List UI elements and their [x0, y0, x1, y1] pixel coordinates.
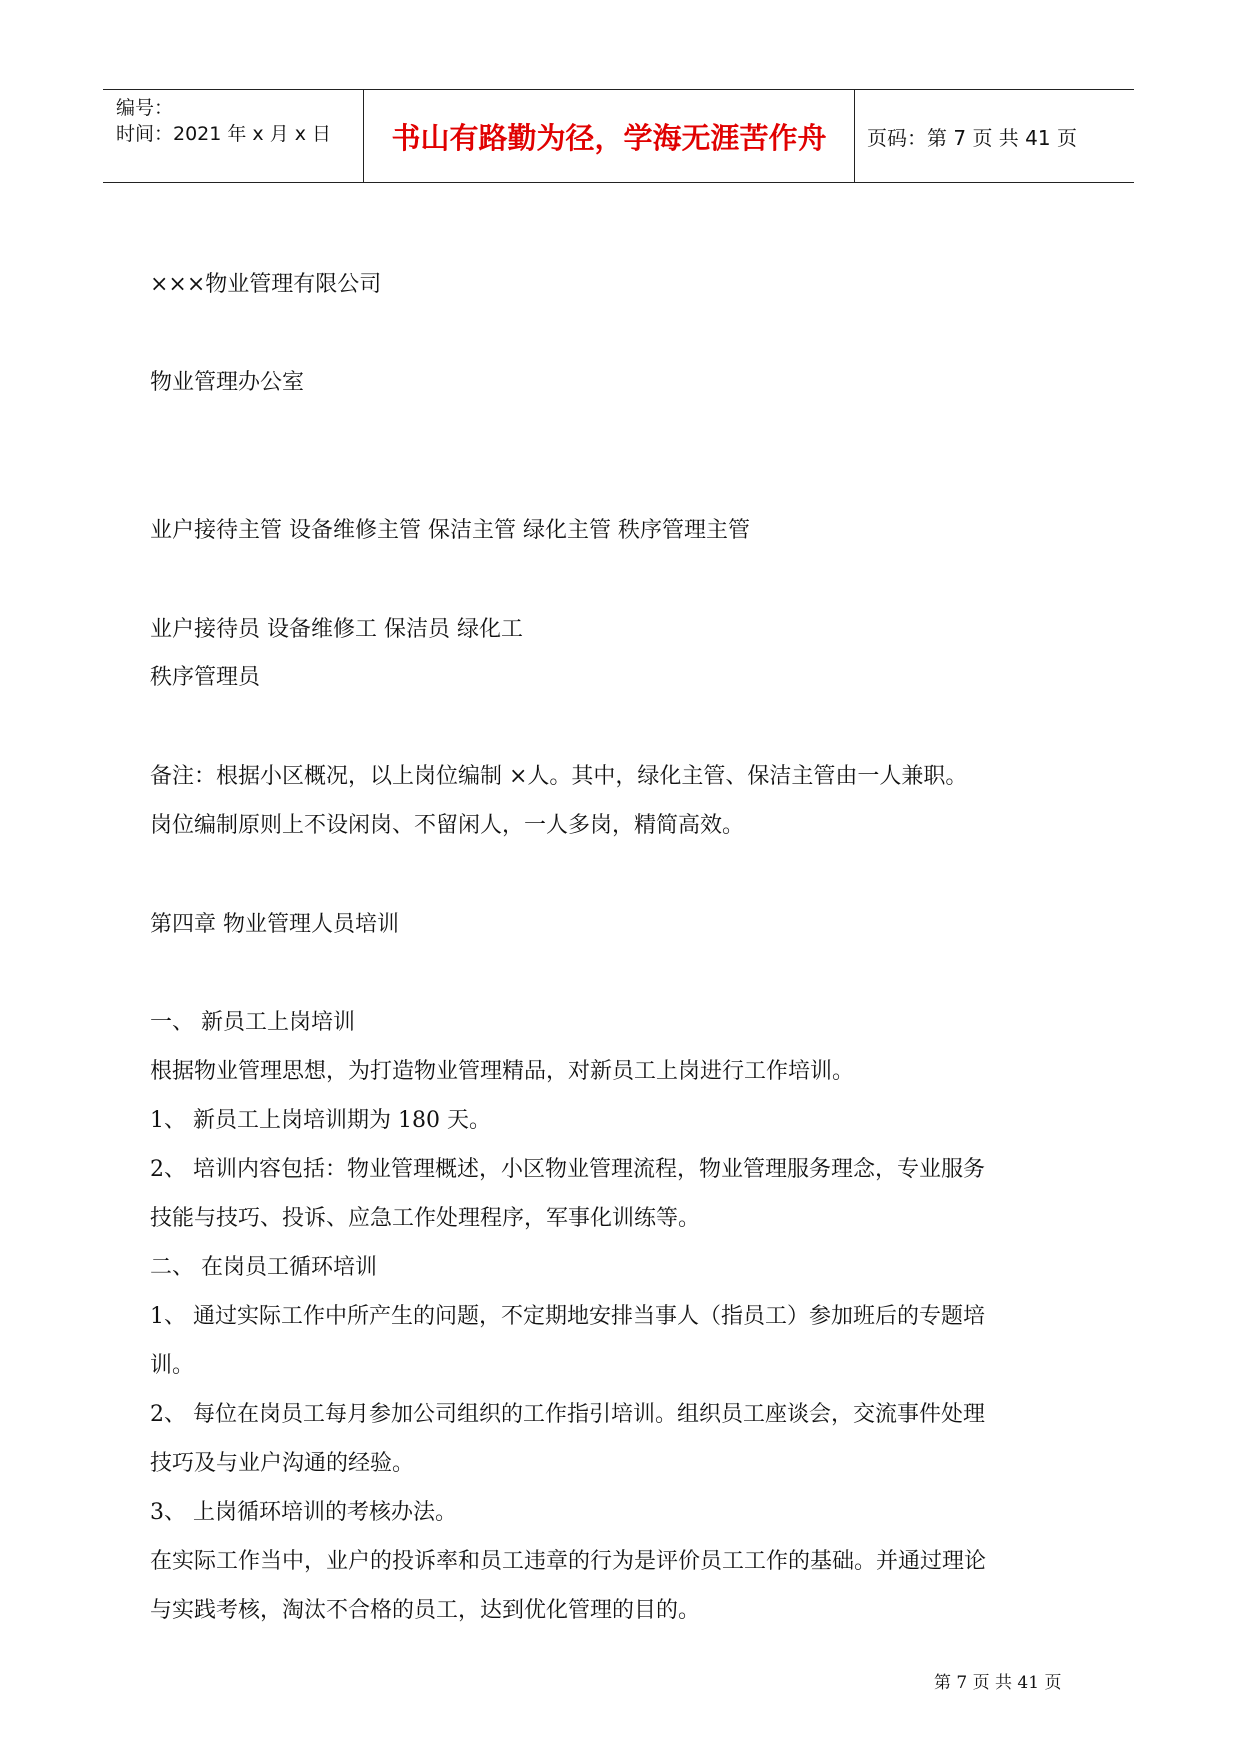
section-2-item-2: 2、 每位在岗员工每月参加公司组织的工作指引培训。组织员工座谈会，交流事件处理: [150, 1402, 985, 1427]
section-1-intro: 根据物业管理思想，为打造物业管理精品，对新员工上岗进行工作培训。: [150, 1059, 855, 1084]
section-2-paragraph-1: 在实际工作当中，业户的投诉率和员工违章的行为是评价员工工作的基础。并通过理论: [150, 1549, 987, 1574]
supervisor-positions: 业户接待主管 设备维修主管 保洁主管 绿化主管 秩序管理主管: [150, 518, 750, 543]
number-label: 编号：: [116, 97, 174, 119]
section-1-heading: 一、 新员工上岗培训: [150, 1010, 355, 1035]
time-text: 时间：2021 年 x 月 x 日: [116, 123, 332, 145]
note-line-1: 备注：根据小区概况，以上岗位编制 ×人。其中，绿化主管、保洁主管由一人兼职。: [150, 764, 968, 789]
header-page-number: 页码：第 7 页 共 41 页: [867, 125, 1077, 150]
section-2-heading: 二、 在岗员工循环培训: [150, 1255, 377, 1280]
section-1-item-2-cont: 技能与技巧、投诉、应急工作处理程序，军事化训练等。: [150, 1206, 701, 1231]
section-1-item-2: 2、 培训内容包括：物业管理概述，小区物业管理流程，物业管理服务理念，专业服务: [150, 1157, 985, 1182]
header-left-cell: [103, 90, 364, 182]
motto: 书山有路勤为径，学海无涯苦作舟: [364, 90, 855, 182]
section-2-item-1-cont: 训。: [150, 1353, 195, 1378]
staff-positions-cont: 秩序管理员: [150, 665, 261, 690]
section-2-paragraph-2: 与实践考核，淘汰不合格的员工，达到优化管理的目的。: [150, 1598, 701, 1623]
company-name: ×××物业管理有限公司: [150, 272, 382, 297]
staff-positions: 业户接待员 设备维修工 保洁员 绿化工: [150, 617, 523, 642]
section-1-item-1: 1、 新员工上岗培训期为 180 天。: [150, 1108, 491, 1133]
footer-page-number: 第 7 页 共 41 页: [934, 1673, 1062, 1693]
section-2-item-3: 3、 上岗循环培训的考核办法。: [150, 1500, 457, 1525]
note-line-2: 岗位编制原则上不设闲岗、不留闲人，一人多岗，精简高效。: [150, 813, 745, 838]
office-name: 物业管理办公室: [150, 370, 305, 395]
chapter-heading: 第四章 物业管理人员培训: [150, 912, 399, 937]
page-header: [103, 89, 1134, 183]
section-2-item-1: 1、 通过实际工作中所产生的问题，不定期地安排当事人（指员工）参加班后的专题培: [150, 1304, 985, 1329]
section-2-item-2-cont: 技巧及与业户沟通的经验。: [150, 1451, 415, 1476]
